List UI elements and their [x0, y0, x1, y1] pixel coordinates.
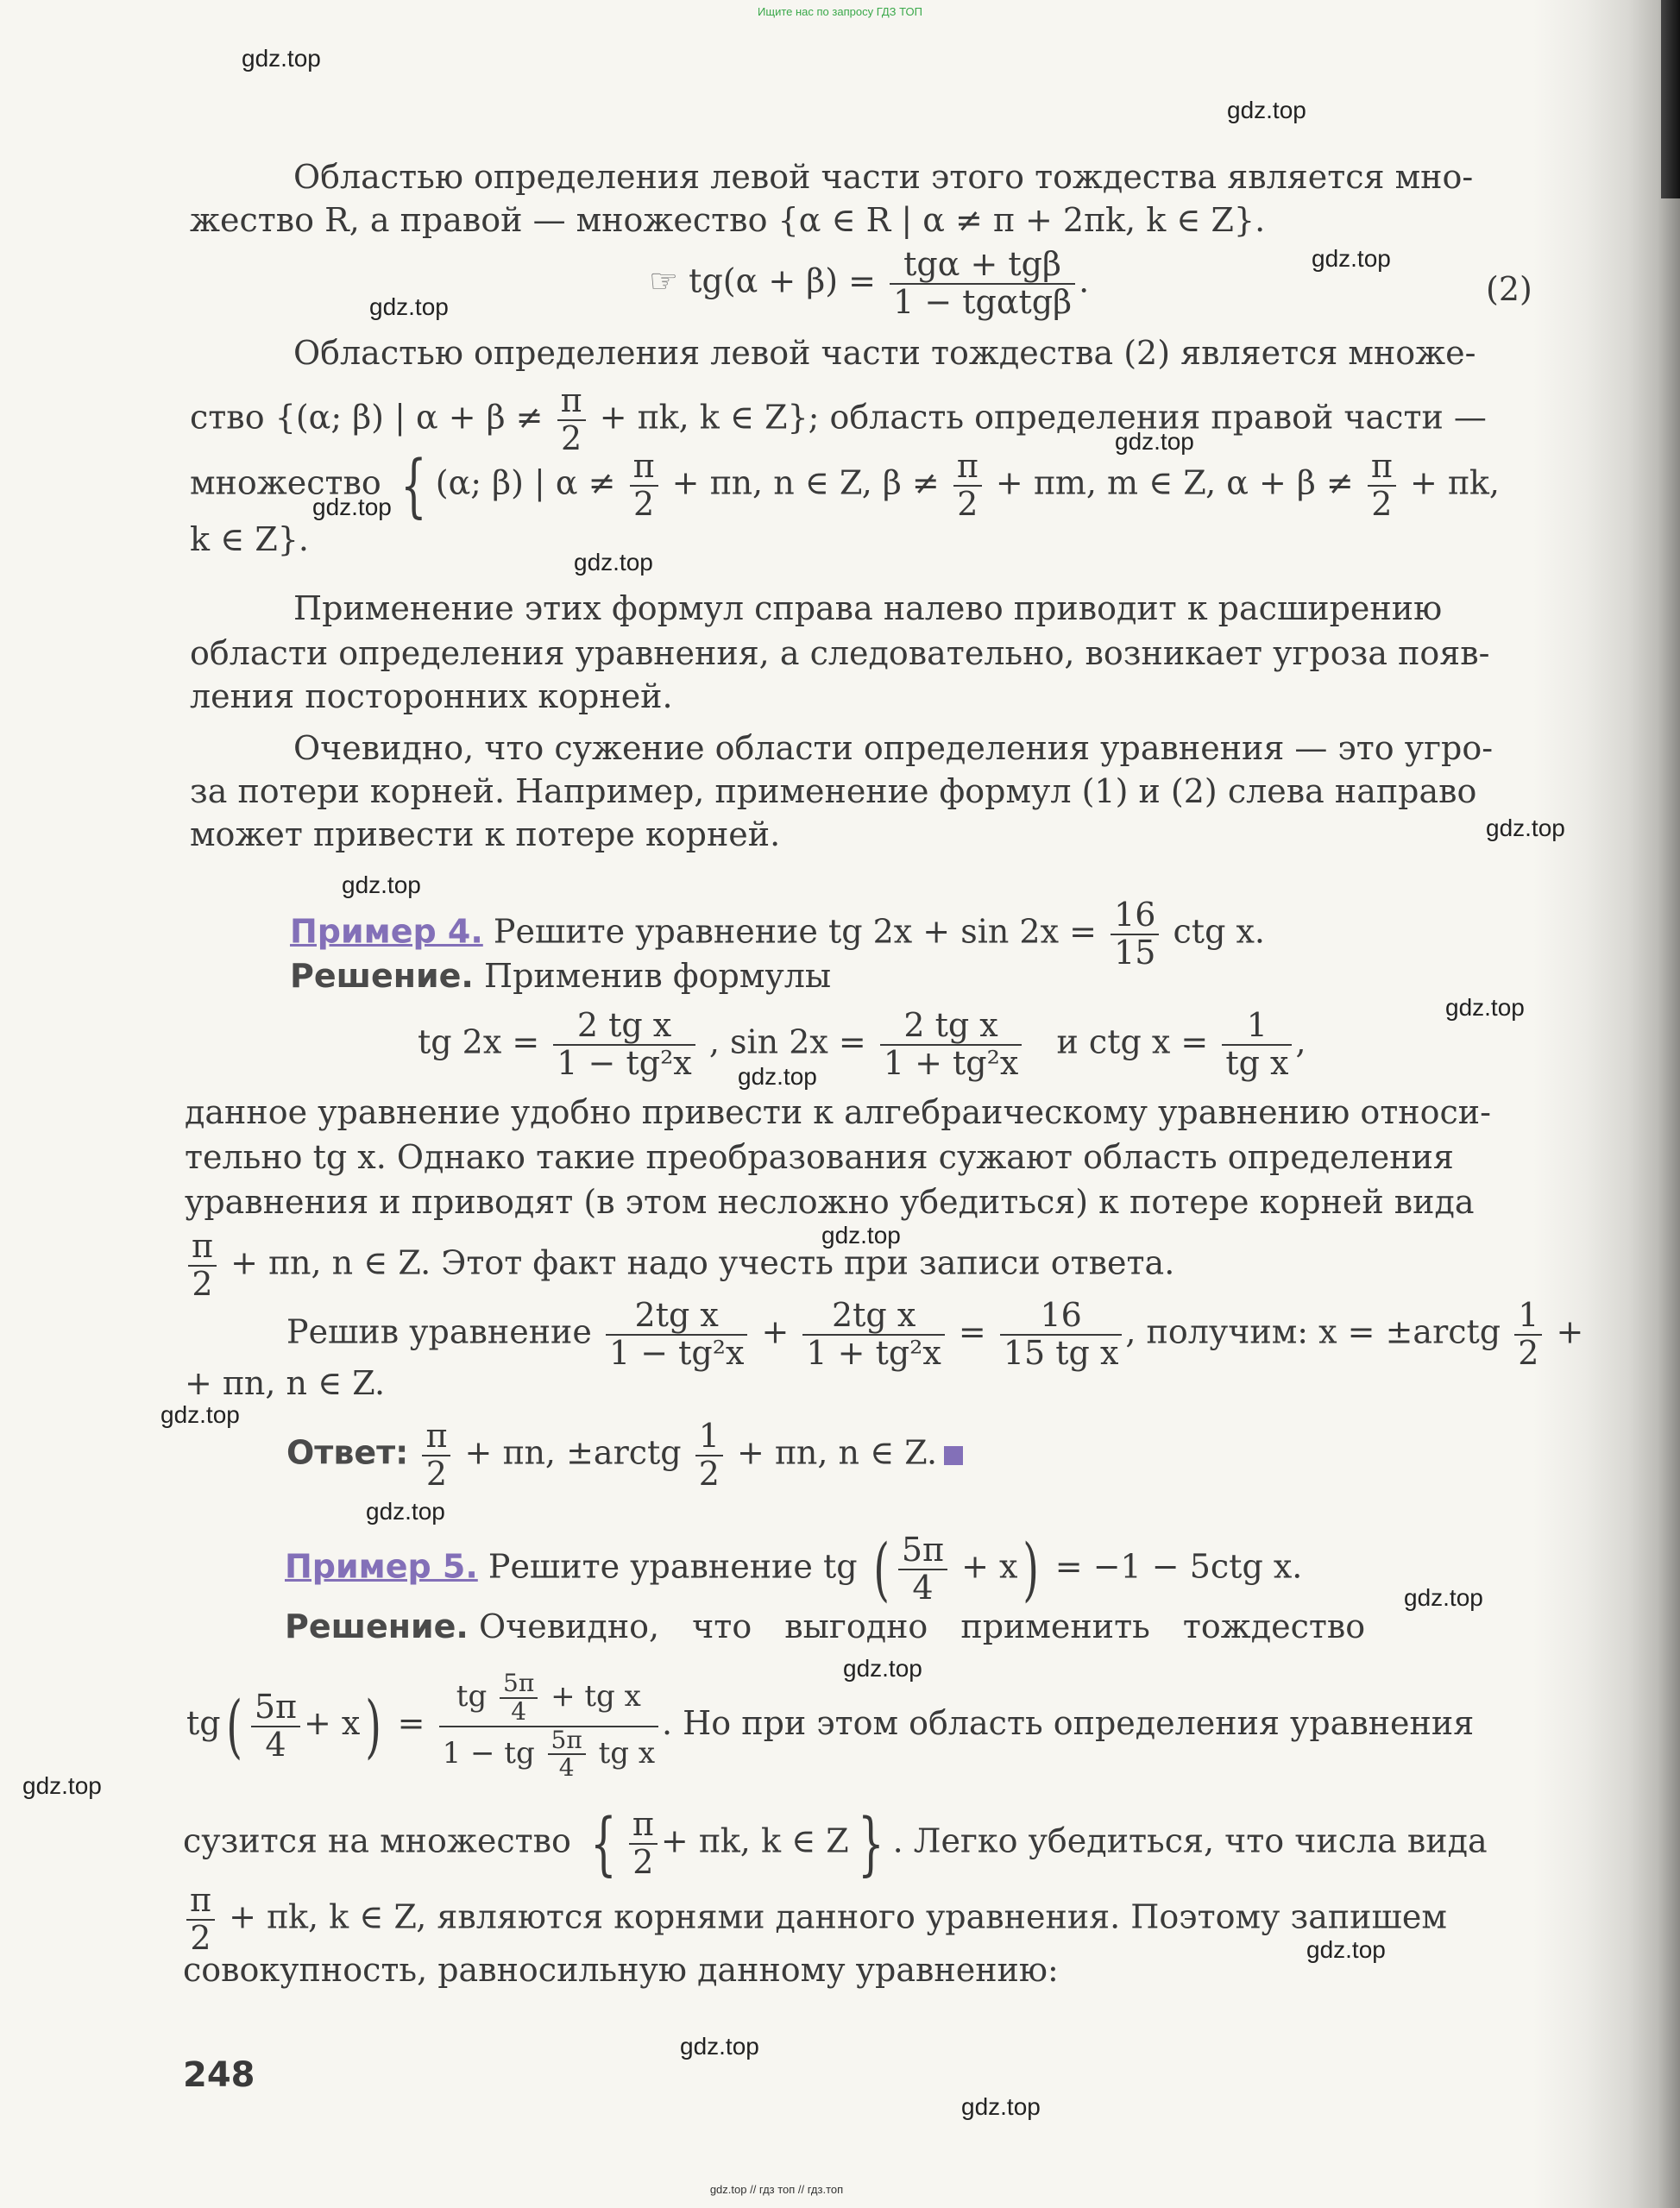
example-5-solution: Решение. Очевидно, что выгодно применить тождество: [285, 1607, 1366, 1645]
example-5-task: Пример 5. Решите уравнение tg ( $\frac{5\pi}{4}$ + x) = −1 − 5ctg x.: [285, 1528, 1303, 1609]
watermark: gdz.top: [342, 871, 421, 898]
book-spine: [1661, 0, 1680, 198]
watermark: gdz.top: [821, 1222, 901, 1249]
formulas-line: tg 2x = $\frac{\text{2 tg x}}{\text{1 − tg²x}}$ , sin 2x = $\frac{\text{2 tg x}}{\text{1 + tg²x}}$ и ctg x = $\frac{1}{\text{tg x}}$ ,: [418, 1006, 1306, 1082]
text-line: k ∈ Z}.: [190, 520, 309, 558]
watermark: gdz.top: [1227, 97, 1306, 123]
watermark: gdz.top: [1115, 428, 1194, 455]
fraction: $\frac{\text{tgα + tgβ}}{\text{1 − tgαtgβ}}$: [890, 247, 1075, 321]
answer-line: Ответ: $\frac{\pi}{2}$ + πn, ±arctg $\frac{1}{2}$ + πn, n ∈ Z.: [286, 1419, 963, 1493]
formula-tag: (2): [1486, 270, 1532, 308]
example-4-label: Пример 4.: [290, 912, 483, 951]
fraction-pi-2: $\frac{\pi}{2}$: [630, 449, 658, 523]
text-line: Применение этих формул справа налево приводит к расширению: [293, 589, 1443, 627]
text-line: может привести к потере корней.: [190, 815, 781, 853]
text-line: уравнения и приводят (в этом несложно убедиться) к потере корней вида: [185, 1183, 1475, 1221]
text-line: ство {(α; β) | α + β ≠ $\frac{\pi}{2}$ + πk, k ∈ Z}; область определения правой части —: [190, 381, 1487, 457]
watermark: gdz.top: [738, 1063, 817, 1090]
watermark: gdz.top: [1486, 815, 1565, 841]
example-4-solution: Решение. Применив формулы: [290, 957, 832, 995]
watermark: gdz.top: [680, 2033, 759, 2060]
fraction-pi-2: $\frac{\pi}{2}$: [1368, 449, 1396, 523]
text-line: + πn, n ∈ Z.: [185, 1364, 386, 1402]
solution-label: Решение.: [285, 1607, 469, 1645]
hand-pointer-icon: ☞: [649, 261, 679, 300]
text-line: тельно tg x. Однако такие преобразования сужают область определения: [185, 1138, 1454, 1176]
watermark: gdz.top: [160, 1401, 240, 1428]
solve-equation-line: Решив уравнение $\frac{\text{2tg x}}{\text{1 − tg²x}}$ + $\frac{\text{2tg x}}{\text{1 + tg²x}}$ = $\frac{16}{\text{15 tg x}}$ , получим: x = ±arctg $\frac{1}{2}$ +: [286, 1296, 1584, 1372]
text-line: Областью определения левой части этого тождества является мно-: [293, 158, 1474, 196]
text-line: ления посторонних корней.: [190, 677, 673, 715]
watermark: gdz.top: [1404, 1584, 1483, 1611]
watermark: gdz.top: [574, 549, 653, 576]
text-line: данное уравнение удобно привести к алгебраическому уравнению относи-: [185, 1093, 1491, 1131]
answer-label: Ответ:: [286, 1433, 409, 1472]
example-4-task: Пример 4. Решите уравнение tg 2x + sin 2x = $\frac{16}{15}$ ctg x.: [290, 896, 1265, 972]
watermark: gdz.top: [1306, 1936, 1386, 1963]
text-line: жество R, а правой — множество {α ∈ R | α ≠ π + 2πk, k ∈ Z}.: [190, 201, 1266, 239]
fraction-pi-2: $\frac{\pi}{2}$: [953, 449, 982, 523]
header-link[interactable]: Ищите нас по запросу ГДЗ ТОП: [758, 5, 922, 18]
watermark: gdz.top: [366, 1498, 445, 1525]
watermark: gdz.top: [242, 45, 321, 72]
watermark: gdz.top: [961, 2093, 1041, 2120]
watermark: gdz.top: [312, 494, 392, 520]
formula-lhs: tg(α + β) =: [689, 261, 876, 300]
fraction-pi-2: $\frac{\pi}{2}$: [557, 383, 586, 457]
watermark: gdz.top: [22, 1772, 102, 1799]
solution-label: Решение.: [290, 957, 474, 995]
text-line: совокупность, равносильную данному уравнению:: [183, 1951, 1059, 1989]
end-of-solution-icon: [944, 1446, 963, 1465]
formula-tan-sum: ☞ tg(α + β) = $\frac{\text{tgα + tgβ}}{\text{1 − tgαtgβ}}$ .: [649, 245, 1090, 321]
footer-link[interactable]: gdz.top // гдз топ // гдз.топ: [709, 2183, 844, 2196]
text-line: Очевидно, что сужение области определения уравнения — это угро-: [293, 729, 1494, 767]
text-line: за потери корней. Например, применение формул (1) и (2) слева направо: [190, 772, 1477, 810]
watermark: gdz.top: [1445, 994, 1525, 1021]
text-line: области определения уравнения, а следовательно, возникает угроза появ-: [190, 634, 1490, 672]
text-line: сузится на множество { $\frac{\pi}{2}$ + πk, k ∈ Z } . Легко убедиться, что числа вида: [183, 1802, 1488, 1884]
text-line: Областью определения левой части тождества (2) является множе-: [293, 334, 1476, 372]
text-line: $\frac{\pi}{2}$ + πn, n ∈ Z. Этот факт надо учесть при записи ответа.: [185, 1229, 1174, 1303]
watermark: gdz.top: [369, 293, 449, 320]
example-5-label: Пример 5.: [285, 1547, 478, 1586]
page-number: 248: [183, 2055, 255, 2095]
watermark: gdz.top: [843, 1655, 922, 1682]
watermark: gdz.top: [1312, 245, 1391, 272]
text-line: множество { (α; β) | α ≠ $\frac{\pi}{2}$ + πn, n ∈ Z, β ≠ $\frac{\pi}{2}$ + πm, m ∈ Z, α + β ≠ $\frac{\pi}{2}$ + πk,: [190, 444, 1500, 525]
identity-line: tg( $\frac{5\pi}{4}$ + x) = tg $\frac{5\pi}{4}$ + tg x 1 − tg $\frac{5\pi}{4}$ tg x . Но при этом область определения уравнения: [186, 1669, 1475, 1783]
page-edge-shadow: [1533, 0, 1680, 2208]
text-line: $\frac{\pi}{2}$ + πk, k ∈ Z, являются корнями данного уравнения. Поэтому запишем: [183, 1883, 1447, 1957]
